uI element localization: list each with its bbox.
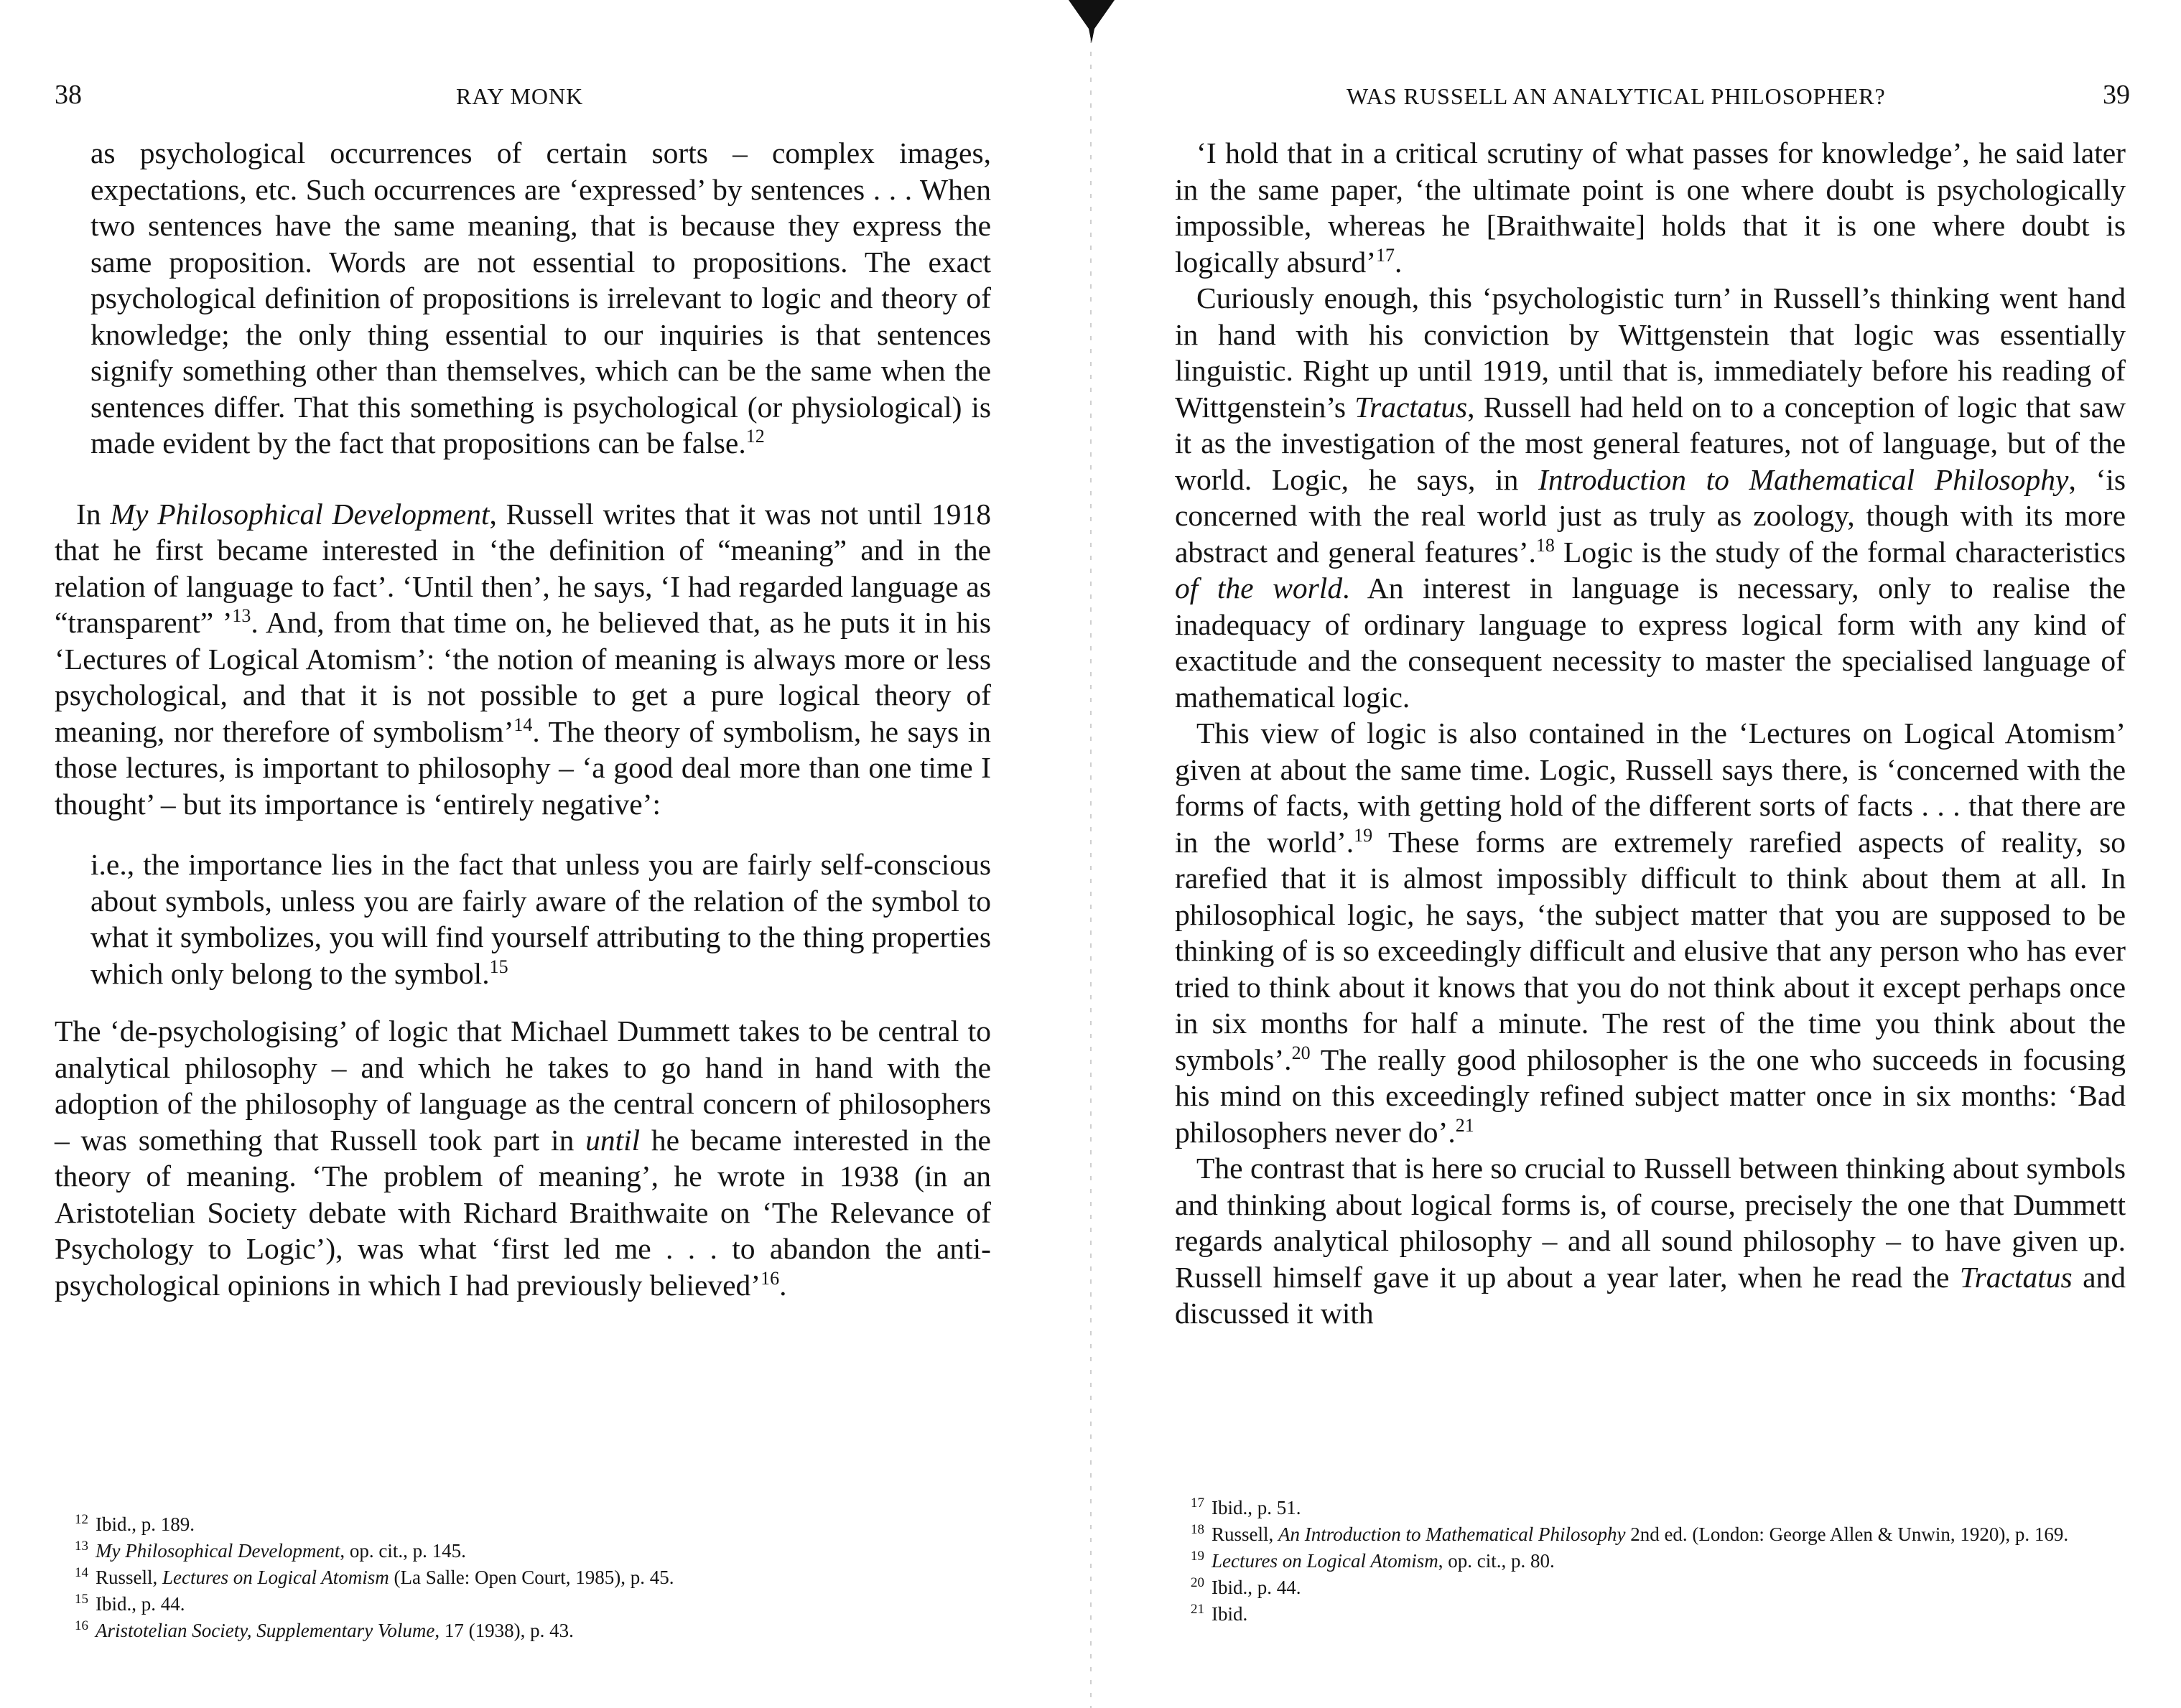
footnotes (75, 1511, 965, 1644)
footnote-ref: 20 (1291, 1042, 1311, 1063)
binding-spine-mark (1063, 0, 1120, 43)
paragraph-my-philosophical-development: In My Philosophical Development, Russell writes that it was not until 1918 that he first became interested in ‘the definition of “meaning” and in the relation of language to fact’. ‘Until then’, he says, ‘I had regarded language as “transparent” ’$^{13}$. And, from that time on, he believed that, as he puts it in his ‘Lectures of Logical Atomism’: ‘the notion of meaning is always more or less psychological, and that it is not possible to get a pure logical theory of meaning, nor therefore of symbolism’$^{14}$. The theory of symbolism, he says in those lectures, is important to philosophy – ‘a good deal more than one time I thought’ – but its importance is ‘entirely negative’: (55, 497, 992, 821)
footnote: $^{21}$ Ibid. (1191, 1602, 1248, 1625)
footnote-ref: 19 (1354, 824, 1373, 846)
footnote: $^{12}$ Ibid., p. 189. (75, 1512, 195, 1535)
footnote-ref: 15 (489, 956, 508, 977)
footnote: $^{14}$ Russell, Lectures on Logical Atomism (La Salle: Open Court, 1985), p. 45. (75, 1565, 674, 1588)
paragraph-i-hold: ‘I hold that in a critical scrutiny of what passes for knowledge’, he said later in the same paper, ‘the ultimate point is one where doubt is psychologically impossible, whereas he [Braithwaite] holds that it is one where doubt is logically absurd’$^{17}$. (1175, 136, 2126, 279)
left-page (0, 0, 1063, 1708)
footnote: $^{17}$ Ibid., p. 51. (1191, 1495, 1301, 1518)
running-head: RAY MONK (456, 83, 584, 109)
footnotes (1191, 1495, 2124, 1628)
right-body-text (1175, 135, 2126, 1332)
page-number: 38 (55, 80, 82, 110)
gutter-divider (1090, 0, 1092, 1708)
left-body-text (55, 135, 991, 1303)
paragraph-curiously-enough: Curiously enough, this ‘psychologistic turn’ in Russell’s thinking went hand in hand with his conviction by Wittgenstein that logic was essentially linguistic. Right up until 1919, until that is, immediately before his reading of Wittgenstein’s Tractatus, Russell had held on to a conception of logic that saw it as the investigation of the most general features, not of language, but of the world. Logic, he says, in Introduction to Mathematical Philosophy, ‘is concerned with the real world just as truly as zoology, though with its more abstract and general features’.$^{18}$ Logic is the study of the formal characteristics of the world. An interest in language is necessary, only to realise the inadequacy of ordinary language to express logical form with any kind of exactitude and the consequent necessity to master the specialised language of mathematical logic. (1175, 281, 2126, 714)
page-number: 39 (2103, 80, 2130, 110)
paragraph-de-psychologising: The ‘de-psychologising’ of logic that Michael Dummett takes to be central to analytical philosophy – and which he takes to go hand in hand with the adoption of the philosophy of language as the central concern of philosophers – was something that Russell took part in until he became interested in the theory of meaning. ‘The problem of meaning’, he wrote in 1938 (in an Aristotelian Society debate with Richard Braithwaite on ‘The Relevance of Psychology to Logic’), was what ‘first led me . . . to abandon the anti-psychological opinions in which I had previously believed’$^{16}$. (55, 1014, 991, 1302)
block-quote: i.e., the importance lies in the fact that unless you are fairly self-conscious about symbols, unless you are fairly aware of the relation of the symbol to what it symbolizes, you will find yourself attributing to the thing properties which only belong to the symbol.$^{15}$ (90, 848, 991, 990)
paragraph-the-contrast: The contrast that is here so crucial to Russell between thinking about symbols and thinking about logical forms is, of course, precisely the one that Dummett regards analytical philosophy – and all sound philosophy – to have given up. Russell himself gave it up about a year later, when he read the Tractatus and discussed it with (1175, 1152, 2126, 1330)
footnote-ref: 13 (232, 605, 251, 627)
paragraph-this-view-of-logic: This view of logic is also contained in the ‘Lectures on Logical Atomism’ given at about the same time. Logic, Russell says there, is ‘concerned with the forms of facts, with getting hold of the different sorts of facts . . . that there are in the world’.$^{19}$ These forms are extremely rarefied aspects of reality, so rarefied that it is almost impossibly difficult to think about them at all. In philosophical logic, he says, ‘the subject matter that you are supposed to be thinking of is so exceedingly difficult and elusive that any person who has ever tried to think about it knows that you do not think about it except perhaps once in six months for half a minute. The rest of the time you think about the symbols’.$^{20}$ The really good philosopher is the one who succeeds in focusing his mind on this exceedingly refined subject matter once in six months: ‘Bad philosophers never do’.$^{21}$ (1175, 717, 2126, 1149)
footnote: $^{15}$ Ibid., p. 44. (75, 1592, 185, 1615)
footnote-ref: 14 (513, 714, 533, 735)
running-head: WAS RUSSELL AN ANALYTICAL PHILOSOPHER? (1347, 83, 1886, 109)
quote-continuation: as psychological occurrences of certain sorts – complex images, expectations, etc. Such occurrences are ‘expressed’ by sentences . . . When two sentences have the same meaning, that is because they express the same proposition. Words are not essential to propositions. The exact psychological definition of propositions is irrelevant to logic and theory of knowledge; the only thing essential to our inquiries is that sentences signify something other than themselves, which can be the same when the sentences differ. That this something is psychological (or physiological) is made evident by the fact that propositions can be false.$^{12}$ (90, 136, 991, 459)
footnote-ref: 17 (1376, 244, 1395, 266)
footnote-ref: 18 (1535, 534, 1555, 556)
footnote-ref: 12 (745, 426, 765, 447)
footnote: $^{18}$ Russell, An Introduction to Mathematical Philosophy 2nd ed. (London: George Allen & Unwin, 1920), p. 169. (1191, 1522, 2069, 1545)
footnote: $^{13}$ My Philosophical Development, op. cit., p. 145. (75, 1539, 466, 1562)
footnote-ref: 16 (761, 1267, 780, 1289)
footnote-ref: 21 (1455, 1114, 1474, 1136)
right-page (1120, 0, 2181, 1708)
footnote: $^{16}$ Aristotelian Society, Supplementary Volume, 17 (1938), p. 43. (75, 1618, 574, 1641)
footnote: $^{20}$ Ibid., p. 44. (1191, 1575, 1301, 1598)
footnote: $^{19}$ Lectures on Logical Atomism, op. cit., p. 80. (1191, 1549, 1555, 1572)
